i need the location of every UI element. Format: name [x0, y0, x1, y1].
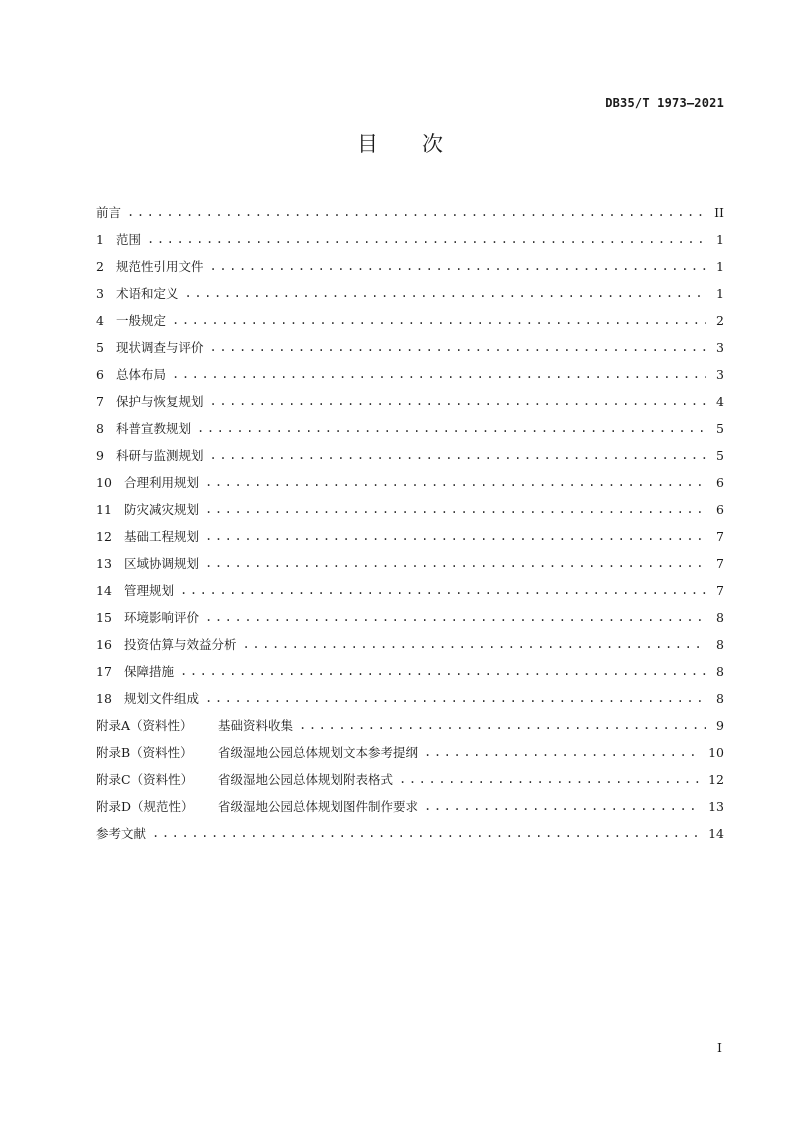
toc-entry-16[interactable]: [96, 631, 724, 658]
toc-entry-14[interactable]: [96, 577, 724, 604]
toc-entry-12[interactable]: [96, 523, 724, 550]
toc-entry-page: II: [714, 205, 724, 220]
toc-entry-number: 附录A（资料性）: [96, 718, 193, 733]
toc-entry-page: 2: [716, 313, 724, 328]
toc-entry-label: 基础工程规划: [124, 529, 200, 544]
toc-entry-label: 规划文件组成: [124, 691, 200, 706]
toc-entry-number: 1: [96, 232, 104, 247]
dot-leader: [210, 388, 706, 415]
toc-entry-number: 12: [96, 529, 112, 544]
document-code: DB35/T 1973—2021: [605, 96, 724, 110]
dot-leader: [424, 793, 702, 820]
toc-entry-label: 范围: [116, 232, 142, 247]
toc-entry-page: 12: [708, 772, 724, 787]
toc-entry-label: 一般规定: [116, 313, 167, 328]
dot-leader: [205, 604, 706, 631]
dot-leader: [205, 469, 706, 496]
toc-entry-7[interactable]: [96, 388, 724, 415]
dot-leader: [152, 820, 702, 847]
toc-entry-5[interactable]: [96, 334, 724, 361]
toc-entry-13[interactable]: [96, 550, 724, 577]
toc-entry-page: 7: [716, 529, 724, 544]
toc-entry-number: 4: [96, 313, 104, 328]
toc-entry-label: 区域协调规划: [124, 556, 200, 571]
dot-leader: [147, 226, 706, 253]
toc-entry-page: 14: [708, 826, 724, 841]
toc-entry-appendix-c[interactable]: [96, 766, 724, 793]
toc-entry-page: 3: [716, 367, 724, 382]
toc-entry-page: 7: [716, 583, 724, 598]
dot-leader: [399, 766, 702, 793]
toc-entry-page: 3: [716, 340, 724, 355]
dot-leader: [205, 550, 706, 577]
toc-entry-label: 总体布局: [116, 367, 167, 382]
dot-leader: [299, 712, 706, 739]
toc-entry-number: 17: [96, 664, 112, 679]
toc-entry-number: 8: [96, 421, 104, 436]
toc-entry-label: 投资估算与效益分析: [124, 637, 237, 652]
dot-leader: [127, 199, 706, 226]
toc-entry-page: 6: [716, 475, 724, 490]
toc-entry-label: 科普宣教规划: [116, 421, 192, 436]
toc-entry-page: 10: [708, 745, 724, 760]
toc-entry-9[interactable]: [96, 442, 724, 469]
toc-entry-11[interactable]: [96, 496, 724, 523]
toc-entry-1[interactable]: [96, 226, 724, 253]
toc-entry-number: 附录D（规范性）: [96, 799, 194, 814]
toc-entry-page: 1: [716, 232, 724, 247]
toc-entry-number: 14: [96, 583, 112, 598]
toc-entry-number: 附录B（资料性）: [96, 745, 193, 760]
toc-entry-label: 合理利用规划: [124, 475, 200, 490]
toc-entry-appendix-b[interactable]: [96, 739, 724, 766]
dot-leader: [243, 631, 706, 658]
toc-entry-10[interactable]: [96, 469, 724, 496]
toc-entry-page: 8: [716, 610, 724, 625]
toc-entry-4[interactable]: [96, 307, 724, 334]
toc-entry-number: 2: [96, 259, 104, 274]
toc-entry-label: 科研与监测规划: [116, 448, 204, 463]
toc-entry-page: 5: [716, 448, 724, 463]
toc-entry-preface[interactable]: [96, 199, 724, 226]
table-of-contents: [96, 199, 724, 847]
toc-entry-page: 6: [716, 502, 724, 517]
toc-entry-page: 8: [716, 691, 724, 706]
toc-entry-appendix-d[interactable]: [96, 793, 724, 820]
toc-entry-number: 16: [96, 637, 112, 652]
toc-entry-number: 6: [96, 367, 104, 382]
dot-leader: [205, 685, 706, 712]
toc-entry-label: 环境影响评价: [124, 610, 200, 625]
page-number: I: [717, 1040, 722, 1055]
toc-entry-label: 管理规划: [124, 583, 175, 598]
toc-entry-label: 规范性引用文件: [116, 259, 204, 274]
toc-entry-8[interactable]: [96, 415, 724, 442]
toc-entry-label: 省级湿地公园总体规划文本参考提纲: [218, 745, 419, 760]
toc-entry-2[interactable]: [96, 253, 724, 280]
toc-entry-number: 10: [96, 475, 112, 490]
toc-entry-label: 基础资料收集: [218, 718, 294, 733]
toc-entry-number: 15: [96, 610, 112, 625]
toc-entry-label: 参考文献: [96, 826, 147, 841]
dot-leader: [424, 739, 702, 766]
toc-entry-page: 8: [716, 664, 724, 679]
toc-entry-number: 9: [96, 448, 104, 463]
toc-entry-label: 省级湿地公园总体规划附表格式: [218, 772, 394, 787]
toc-entry-number: 3: [96, 286, 104, 301]
dot-leader: [185, 280, 706, 307]
toc-entry-references[interactable]: [96, 820, 724, 847]
toc-entry-page: 4: [716, 394, 724, 409]
toc-entry-label: 术语和定义: [116, 286, 179, 301]
toc-entry-number: 18: [96, 691, 112, 706]
toc-entry-page: 1: [716, 286, 724, 301]
page-title: 目次: [357, 132, 487, 156]
toc-entry-label: 保护与恢复规划: [116, 394, 204, 409]
dot-leader: [205, 523, 706, 550]
toc-entry-3[interactable]: [96, 280, 724, 307]
toc-entry-number: 11: [96, 502, 112, 517]
toc-entry-appendix-a[interactable]: [96, 712, 724, 739]
dot-leader: [172, 361, 706, 388]
dot-leader: [197, 415, 706, 442]
toc-entry-label: 防灾减灾规划: [124, 502, 200, 517]
toc-entry-number: 13: [96, 556, 112, 571]
toc-entry-label: 前言: [96, 205, 122, 220]
dot-leader: [180, 658, 706, 685]
dot-leader: [172, 307, 706, 334]
dot-leader: [205, 496, 706, 523]
toc-entry-page: 7: [716, 556, 724, 571]
toc-entry-number: 附录C（资料性）: [96, 772, 194, 787]
toc-entry-page: 13: [708, 799, 724, 814]
toc-entry-17[interactable]: [96, 658, 724, 685]
toc-entry-page: 1: [716, 259, 724, 274]
toc-entry-label: 省级湿地公园总体规划图件制作要求: [218, 799, 419, 814]
toc-entry-number: 7: [96, 394, 104, 409]
toc-entry-label: 现状调查与评价: [116, 340, 204, 355]
toc-entry-15[interactable]: [96, 604, 724, 631]
dot-leader: [180, 577, 706, 604]
dot-leader: [210, 442, 706, 469]
toc-entry-page: 5: [716, 421, 724, 436]
toc-entry-number: 5: [96, 340, 104, 355]
toc-entry-6[interactable]: [96, 361, 724, 388]
toc-entry-page: 8: [716, 637, 724, 652]
toc-entry-18[interactable]: [96, 685, 724, 712]
dot-leader: [210, 334, 706, 361]
toc-entry-label: 保障措施: [124, 664, 175, 679]
toc-entry-page: 9: [716, 718, 724, 733]
dot-leader: [210, 253, 706, 280]
